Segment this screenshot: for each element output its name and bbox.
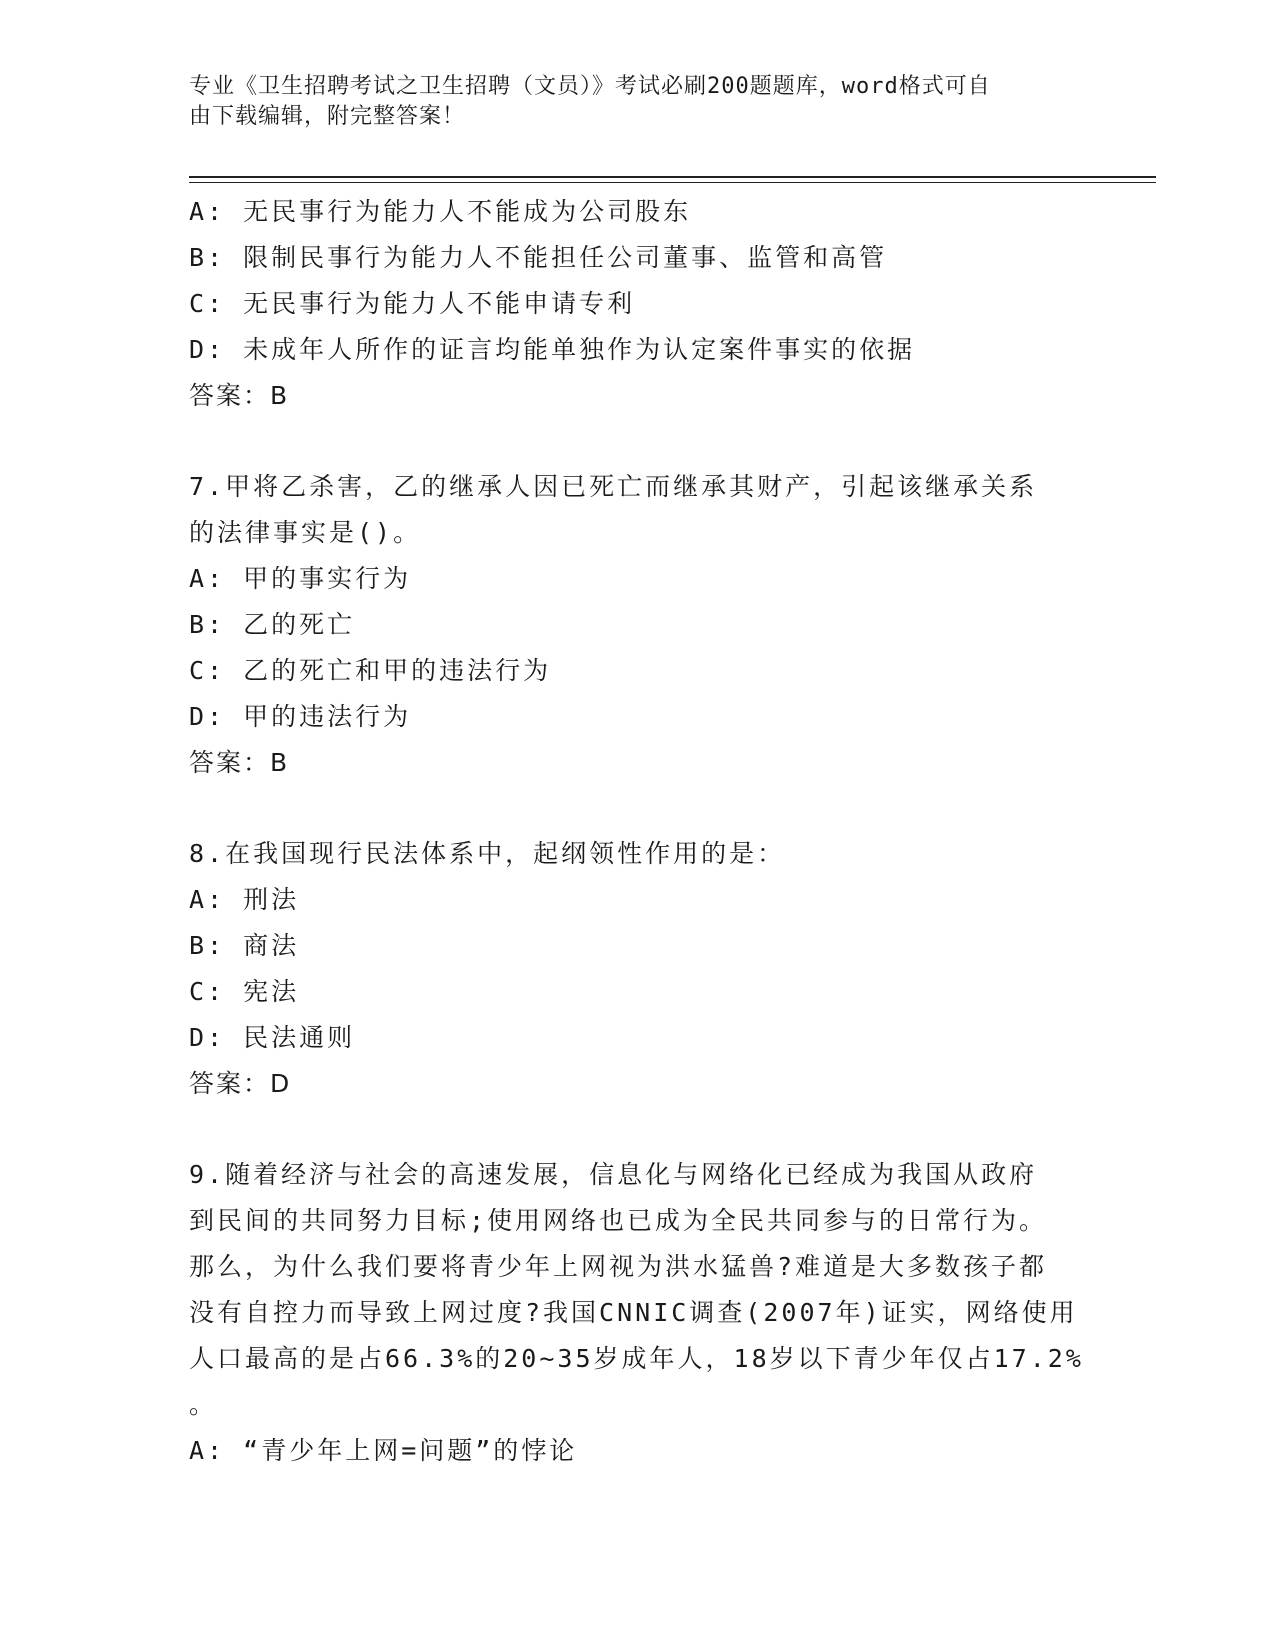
question-stem: 到民间的共同努力目标;使用网络也已成为全民共同参与的日常行为。 bbox=[189, 1206, 1048, 1235]
answer: 答案：B bbox=[189, 381, 290, 410]
answer: 答案：B bbox=[189, 748, 290, 777]
header-rule bbox=[189, 182, 1156, 183]
header-line: 专业《卫生招聘考试之卫生招聘（文员）》考试必刷200题题库，word格式可自 bbox=[189, 74, 991, 99]
question-9 bbox=[189, 1152, 1089, 1474]
question-stem: 的法律事实是()。 bbox=[189, 518, 422, 547]
question-8 bbox=[189, 831, 1089, 1107]
option-b: B: 乙的死亡 bbox=[189, 610, 356, 639]
question-6 bbox=[189, 189, 1089, 419]
header-line: 由下载编辑，附完整答案！ bbox=[189, 104, 466, 129]
question-list bbox=[189, 189, 1089, 1474]
option-a: A: “青少年上网=问题”的悖论 bbox=[189, 1436, 578, 1465]
question-stem: 。 bbox=[189, 1390, 218, 1419]
option-b: B: 限制民事行为能力人不能担任公司董事、监管和高管 bbox=[189, 243, 888, 272]
question-7 bbox=[189, 464, 1089, 786]
question-stem: 8.在我国现行民法体系中，起纲领性作用的是： bbox=[189, 839, 786, 868]
option-c: C: 宪法 bbox=[189, 977, 300, 1006]
option-c: C: 乙的死亡和甲的违法行为 bbox=[189, 656, 552, 685]
option-a: A: 甲的事实行为 bbox=[189, 564, 412, 593]
answer: 答案：D bbox=[189, 1069, 292, 1098]
option-c: C: 无民事行为能力人不能申请专利 bbox=[189, 289, 636, 318]
option-a: A: 刑法 bbox=[189, 885, 300, 914]
question-stem: 人口最高的是占66.3%的20~35岁成年人，18岁以下青少年仅占17.2% bbox=[189, 1344, 1084, 1373]
option-d: D: 甲的违法行为 bbox=[189, 702, 412, 731]
question-stem: 没有自控力而导致上网过度?我国CNNIC调查(2007年)证实，网络使用 bbox=[189, 1298, 1078, 1327]
question-stem: 7.甲将乙杀害，乙的继承人因已死亡而继承其财产，引起该继承关系 bbox=[189, 472, 1038, 501]
document-header bbox=[189, 72, 1089, 132]
question-stem: 那么，为什么我们要将青少年上网视为洪水猛兽?难道是大多数孩子都 bbox=[189, 1252, 1048, 1281]
option-b: B: 商法 bbox=[189, 931, 300, 960]
option-d: D: 民法通则 bbox=[189, 1023, 356, 1052]
question-stem: 9.随着经济与社会的高速发展，信息化与网络化已经成为我国从政府 bbox=[189, 1160, 1038, 1189]
option-a: A: 无民事行为能力人不能成为公司股东 bbox=[189, 197, 692, 226]
option-d: D: 未成年人所作的证言均能单独作为认定案件事实的依据 bbox=[189, 335, 916, 364]
header-rule bbox=[189, 176, 1156, 178]
